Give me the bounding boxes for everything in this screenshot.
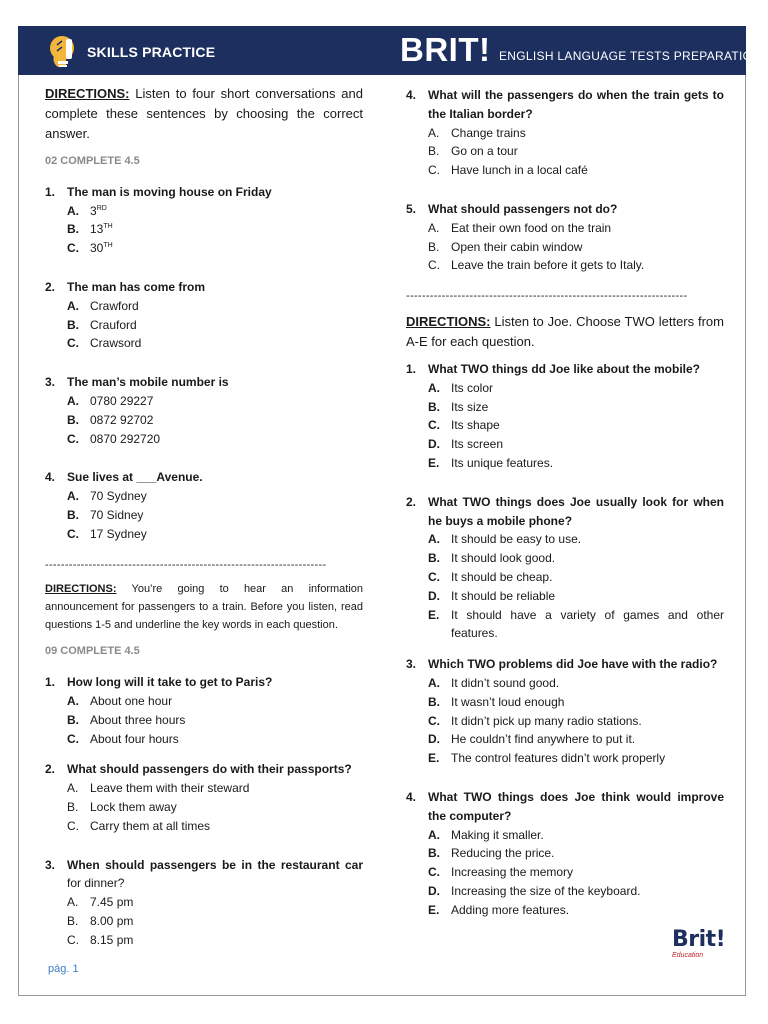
answer-option: [45, 912, 363, 931]
answer-option: [45, 239, 363, 258]
answer-option: [45, 779, 363, 798]
question: [45, 373, 363, 392]
spacer: [406, 473, 724, 485]
answer-option: [45, 392, 363, 411]
option-value: He couldn’t find anywhere to put it.: [451, 732, 636, 747]
option-letter: B.: [428, 551, 440, 566]
option-value: It should have a variety of games and other features.: [451, 607, 724, 641]
answer-option: [406, 256, 724, 275]
question-list-3: [406, 360, 724, 920]
option-text: [90, 912, 363, 931]
option-letter: A.: [428, 380, 440, 395]
answer-option: [45, 506, 363, 525]
answer-option: [45, 220, 363, 239]
brit-logo: [672, 928, 724, 966]
question-text-main: When should passengers be in the restaurant car: [67, 857, 363, 872]
option-text: [451, 568, 724, 587]
option-letter: C.: [67, 241, 79, 256]
option-text: [90, 506, 363, 525]
option-text: [90, 487, 363, 506]
question-text: [67, 856, 363, 894]
question-number: 5.: [406, 201, 417, 216]
question-text-main: What TWO things dd Joe like about the mobile?: [428, 361, 700, 376]
option-superscript: TH: [103, 242, 113, 250]
divider: -----------------------------------------------------------------------: [45, 558, 327, 571]
answer-option: [45, 711, 363, 730]
option-value: It should be easy to use.: [451, 532, 582, 547]
option-text: [451, 882, 724, 901]
option-value: Its unique features.: [451, 455, 554, 470]
question-text: [428, 200, 724, 219]
option-text: [451, 219, 724, 238]
option-letter: A.: [67, 895, 79, 910]
option-text: [90, 931, 363, 950]
option-text: [451, 863, 724, 882]
header-brand: BRIT!: [400, 31, 491, 68]
answer-option: [406, 530, 724, 549]
option-letter: E.: [428, 455, 440, 470]
directions-1: [45, 84, 363, 144]
question-number: 3.: [45, 375, 56, 390]
option-text: [451, 712, 724, 731]
question-number: 4.: [406, 789, 417, 804]
option-letter: B.: [67, 507, 79, 522]
question: [406, 493, 724, 531]
question-text: [67, 373, 363, 392]
question-list-2b: [406, 86, 724, 275]
question-text-main: Which TWO problems did Joe have with the radio?: [428, 657, 718, 672]
question-number: 3.: [45, 857, 56, 872]
option-letter: C.: [428, 713, 440, 728]
option-value: Lock them away: [90, 799, 177, 814]
answer-option: [45, 316, 363, 335]
directions-2: [45, 580, 363, 634]
question-text-main: What will the passengers do when the train gets to the Italian border?: [428, 88, 724, 121]
option-superscript: RD: [96, 204, 107, 212]
answer-option: [45, 798, 363, 817]
option-letter: A.: [428, 220, 440, 235]
directions-text: You’re going to hear an information announcement for passengers to a train. Before you listen, read questions 1-5 and underline the key words in each question.: [45, 583, 363, 632]
question-number: 3.: [406, 657, 417, 672]
option-value: 30: [90, 241, 104, 256]
option-letter: B.: [428, 144, 440, 159]
option-text: [451, 238, 724, 257]
question-text: [428, 655, 724, 674]
option-letter: A.: [67, 693, 79, 708]
option-text: [451, 587, 724, 606]
option-letter: C.: [67, 336, 79, 351]
option-value: Eat their own food on the train: [451, 220, 612, 235]
answer-option: [406, 730, 724, 749]
option-value: About three hours: [90, 712, 186, 727]
question: [45, 278, 363, 297]
option-value: About four hours: [90, 731, 179, 746]
spacer: [45, 836, 363, 848]
option-value: 17 Sydney: [90, 526, 147, 541]
directions-text: Listen to four short conversations and complete these sentences by choosing the correct answer.: [45, 86, 363, 141]
question-text: [428, 360, 724, 379]
option-letter: E.: [428, 751, 440, 766]
answer-option: [45, 692, 363, 711]
question-text-main: Sue lives at ___Avenue.: [67, 470, 203, 485]
spacer: [45, 748, 363, 752]
option-value: 70 Sydney: [90, 489, 147, 504]
question: [406, 655, 724, 674]
question-number: 1.: [45, 675, 56, 690]
question-text-main: The man is moving house on Friday: [67, 184, 272, 199]
option-letter: C.: [428, 258, 440, 273]
question-text: [67, 278, 363, 297]
spacer: [45, 448, 363, 460]
option-text: [90, 430, 363, 449]
option-text: [90, 798, 363, 817]
option-letter: E.: [428, 607, 440, 622]
option-text: [90, 239, 363, 258]
answer-option: [406, 416, 724, 435]
option-letter: B.: [428, 399, 440, 414]
option-letter: A.: [428, 827, 440, 842]
answer-option: [45, 931, 363, 950]
option-text: [451, 161, 724, 180]
option-value: Change trains: [451, 125, 526, 140]
answer-option: [406, 549, 724, 568]
answer-option: [45, 487, 363, 506]
option-letter: D.: [428, 437, 440, 452]
question: [45, 760, 363, 779]
question-text-tail: for dinner?: [67, 876, 125, 891]
question-text: [67, 183, 363, 202]
question-text-main: What should passengers do with their passports?: [67, 762, 352, 777]
option-value: It should look good.: [451, 551, 556, 566]
question: [45, 673, 363, 692]
answer-option: [406, 749, 724, 768]
option-value: 7.45 pm: [90, 895, 134, 910]
option-text: [90, 334, 363, 353]
option-text: [90, 817, 363, 836]
question-number: 4.: [45, 470, 56, 485]
question-text-main: The man has come from: [67, 279, 206, 294]
logo-text: Brit!: [672, 927, 726, 952]
option-letter: B.: [67, 799, 79, 814]
logo-subtext: Education: [672, 952, 704, 959]
question-text-main: The man’s mobile number is: [67, 375, 229, 390]
option-letter: C.: [67, 526, 79, 541]
option-value: It wasn’t loud enough: [451, 694, 565, 709]
option-value: 0872 92702: [90, 412, 154, 427]
option-text: [451, 435, 724, 454]
option-letter: C.: [428, 418, 440, 433]
option-value: Crawford: [90, 298, 139, 313]
option-value: Go on a tour: [451, 144, 518, 159]
option-value: Increasing the memory: [451, 865, 574, 880]
answer-option: [406, 161, 724, 180]
answer-option: [406, 693, 724, 712]
question: [406, 200, 724, 219]
option-text: [451, 606, 724, 644]
option-text: [451, 674, 724, 693]
answer-option: [45, 202, 363, 221]
option-value: Leave the train before it gets to Italy.: [451, 258, 645, 273]
option-value: 13: [90, 222, 104, 237]
option-text: [451, 730, 724, 749]
track-label: 09 COMPLETE 4.5: [45, 645, 140, 658]
question: [406, 360, 724, 379]
option-letter: E.: [428, 902, 440, 917]
option-letter: A.: [67, 781, 79, 796]
option-value: It should be reliable: [451, 588, 556, 603]
option-value: The control features didn’t work properly: [451, 751, 666, 766]
option-text: [90, 525, 363, 544]
spacer: [45, 258, 363, 270]
option-value: Leave them with their steward: [90, 781, 250, 796]
spacer: [406, 180, 724, 192]
option-text: [90, 297, 363, 316]
option-text: [90, 392, 363, 411]
left-column: [45, 84, 363, 950]
option-letter: B.: [67, 222, 79, 237]
answer-option: [45, 817, 363, 836]
option-value: It should be cheap.: [451, 569, 553, 584]
option-superscript: TH: [103, 223, 113, 231]
option-value: 8.15 pm: [90, 932, 134, 947]
answer-option: [406, 454, 724, 473]
question-text-main: What TWO things does Joe think would improve the computer?: [428, 789, 724, 823]
option-value: Its size: [451, 399, 489, 414]
question-number: 1.: [45, 184, 56, 199]
option-value: Its color: [451, 380, 494, 395]
question-text: [67, 760, 363, 779]
question-text: [428, 493, 724, 531]
option-text: [451, 530, 724, 549]
option-text: [451, 826, 724, 845]
right-column: [406, 78, 724, 919]
option-letter: C.: [67, 431, 79, 446]
divider: -----------------------------------------------------------------------: [406, 290, 688, 303]
answer-option: [45, 525, 363, 544]
option-letter: C.: [67, 932, 79, 947]
answer-option: [406, 435, 724, 454]
option-letter: A.: [428, 675, 440, 690]
option-text: [451, 549, 724, 568]
option-value: Its shape: [451, 418, 500, 433]
answer-option: [406, 398, 724, 417]
answer-option: [406, 142, 724, 161]
option-value: Making it smaller.: [451, 827, 544, 842]
option-letter: D.: [428, 588, 440, 603]
option-value: 70 Sidney: [90, 507, 144, 522]
option-value: Have lunch in a local café: [451, 163, 588, 178]
question-number: 1.: [406, 361, 417, 376]
option-text: [451, 749, 724, 768]
question-number: 4.: [406, 88, 417, 102]
option-text: [451, 901, 724, 920]
track-label: 02 COMPLETE 4.5: [45, 155, 140, 167]
option-letter: B.: [428, 239, 440, 254]
answer-option: [45, 334, 363, 353]
option-text: [90, 711, 363, 730]
option-letter: D.: [428, 732, 440, 747]
option-value: Crawsord: [90, 336, 142, 351]
answer-option: [406, 379, 724, 398]
option-letter: A.: [67, 489, 79, 504]
option-text: [451, 256, 724, 275]
answer-option: [406, 844, 724, 863]
option-letter: B.: [428, 694, 440, 709]
option-text: [90, 893, 363, 912]
directions-3: [406, 312, 724, 352]
option-text: [90, 730, 363, 749]
option-value: It didn’t pick up many radio stations.: [451, 713, 642, 728]
question-text: [428, 86, 724, 124]
question-text-main: How long will it take to get to Paris?: [67, 675, 273, 690]
question: [45, 468, 363, 487]
option-value: Reducing the price.: [451, 846, 555, 861]
option-text: [451, 124, 724, 143]
option-letter: D.: [428, 883, 440, 898]
answer-option: [406, 712, 724, 731]
question-number: 2.: [406, 494, 417, 509]
question: [406, 788, 724, 826]
option-value: Open their cabin window: [451, 239, 583, 254]
option-text: [451, 693, 724, 712]
option-value: 8.00 pm: [90, 913, 134, 928]
option-value: 0870 292720: [90, 431, 161, 446]
answer-option: [406, 674, 724, 693]
option-letter: A.: [67, 298, 79, 313]
question-text: [67, 673, 363, 692]
option-text: [451, 454, 724, 473]
question-text-main: What should passengers not do?: [428, 201, 618, 216]
answer-option: [406, 587, 724, 606]
option-value: 3: [90, 203, 97, 218]
answer-option: [406, 568, 724, 587]
question-number: 2.: [45, 762, 56, 777]
option-letter: B.: [67, 712, 79, 727]
option-letter: A.: [67, 203, 79, 218]
option-text: [451, 379, 724, 398]
option-letter: A.: [67, 393, 79, 408]
option-text: [451, 844, 724, 863]
page-number: pág. 1: [48, 963, 79, 975]
directions-label: DIRECTIONS:: [45, 583, 117, 596]
spacer: [406, 768, 724, 780]
directions-label: DIRECTIONS:: [406, 313, 491, 329]
answer-option: [406, 826, 724, 845]
option-text: [451, 398, 724, 417]
option-value: 0780 29227: [90, 393, 154, 408]
spacer: [406, 643, 724, 647]
option-value: Carry them at all times: [90, 818, 211, 833]
option-letter: C.: [428, 865, 440, 880]
option-letter: B.: [428, 846, 440, 861]
option-letter: B.: [67, 412, 79, 427]
directions-label: DIRECTIONS:: [45, 86, 130, 101]
answer-option: [406, 882, 724, 901]
answer-option: [406, 863, 724, 882]
option-letter: A.: [428, 532, 440, 547]
question-list-1: [45, 183, 363, 544]
option-text: [90, 411, 363, 430]
option-text: [90, 220, 363, 239]
directions-text: Listen to Joe. Choose TWO letters from A-E for each question.: [406, 313, 724, 349]
question: [45, 183, 363, 202]
option-text: [451, 142, 724, 161]
option-text: [90, 692, 363, 711]
answer-option: [406, 606, 724, 644]
option-value: It didn’t sound good.: [451, 675, 560, 690]
answer-option: [45, 297, 363, 316]
option-letter: C.: [67, 731, 79, 746]
header-tagline: ENGLISH LANGUAGE TESTS PREPARATION.: [499, 49, 765, 63]
question: [45, 856, 363, 894]
option-text: [90, 779, 363, 798]
option-letter: B.: [67, 317, 79, 332]
answer-option: [45, 893, 363, 912]
question-number: 2.: [45, 279, 56, 294]
option-letter: C.: [428, 569, 440, 584]
answer-option: [406, 124, 724, 143]
option-letter: C.: [67, 818, 79, 833]
option-text: [90, 202, 363, 221]
answer-option: [406, 238, 724, 257]
answer-option: [45, 411, 363, 430]
question-list-2a: [45, 673, 363, 949]
option-text: [451, 416, 724, 435]
answer-option: [45, 430, 363, 449]
answer-option: [45, 730, 363, 749]
option-value: Adding more features.: [451, 902, 570, 917]
option-letter: C.: [428, 163, 440, 178]
answer-option: [406, 901, 724, 920]
answer-option: [406, 219, 724, 238]
option-text: [90, 316, 363, 335]
option-value: Crauford: [90, 317, 137, 332]
question-text: [428, 788, 724, 826]
option-letter: A.: [428, 125, 440, 140]
option-letter: B.: [67, 913, 79, 928]
spacer: [45, 353, 363, 365]
header-section-title: SKILLS PRACTICE: [87, 44, 216, 60]
question-text-main: What TWO things does Joe usually look for when he buys a mobile phone?: [428, 494, 724, 528]
option-value: Its screen: [451, 437, 504, 452]
option-value: About one hour: [90, 693, 173, 708]
question-text: [67, 468, 363, 487]
lightbulb-head-icon: [48, 33, 80, 69]
option-value: Increasing the size of the keyboard.: [451, 883, 641, 898]
question: [406, 86, 724, 124]
